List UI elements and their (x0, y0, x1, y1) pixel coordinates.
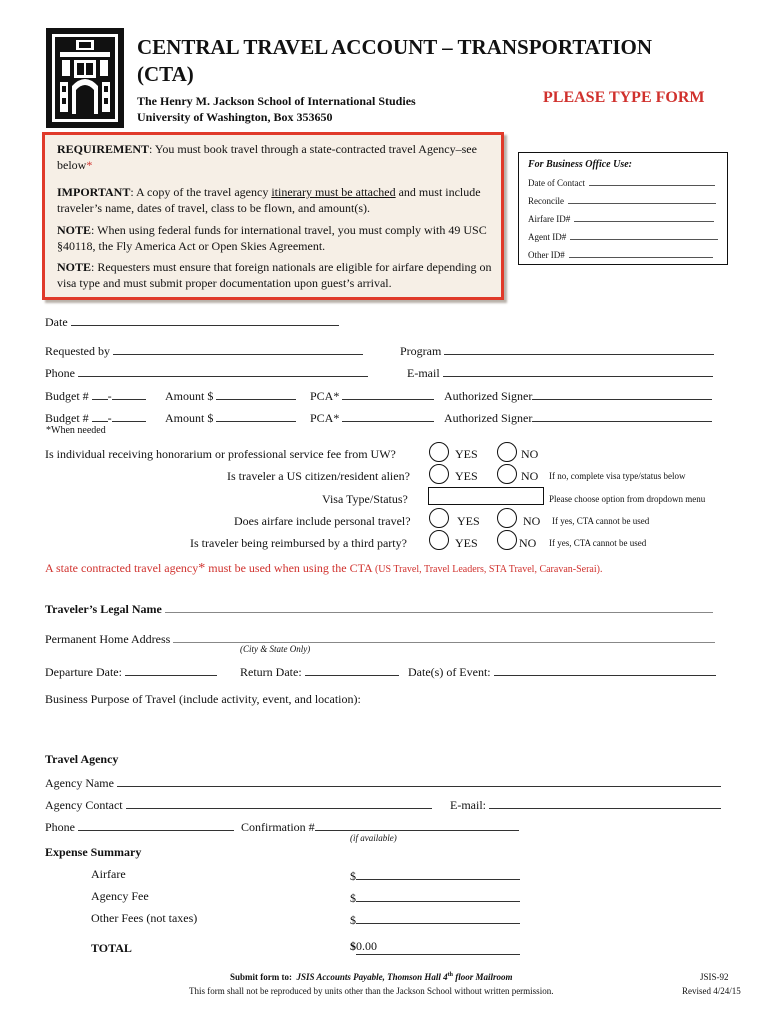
requested-by-field[interactable]: Requested by (45, 342, 363, 359)
question-visa: Visa Type/Status? (322, 492, 408, 506)
label-no: NO (523, 514, 541, 528)
budget-number-2[interactable]: Budget # - (45, 411, 146, 425)
submit-instructions: Submit form to: JSIS Accounts Payable, Thomson Hall 4th floor Mailroom (230, 972, 513, 982)
airfare-amount-field[interactable]: $ (350, 867, 520, 884)
label-yes: YES (457, 514, 480, 528)
business-office-title: For Business Office Use: (528, 159, 632, 170)
radio-honorarium-yes[interactable] (429, 442, 449, 462)
program-field[interactable]: Program (400, 342, 714, 359)
label-no: NO (521, 447, 539, 461)
jackson-school-logo (46, 28, 124, 128)
bo-other-id[interactable]: Other ID# (528, 249, 713, 260)
bo-airfare-id[interactable]: Airfare ID# (528, 213, 714, 224)
airfare-label: Airfare (91, 867, 126, 881)
city-state-hint: (City & State Only) (240, 644, 311, 654)
total-label: TOTAL (91, 941, 132, 955)
question-citizen: Is traveler a US citizen/resident alien? (227, 469, 410, 483)
travel-agency-heading: Travel Agency (45, 752, 119, 766)
agency-contact-field[interactable]: Agency Contact (45, 796, 432, 813)
departure-date-field[interactable]: Departure Date: (45, 663, 217, 680)
label-yes: YES (455, 536, 478, 550)
note-personal: If yes, CTA cannot be used (552, 516, 650, 526)
radio-citizen-yes[interactable] (429, 464, 449, 484)
amount-2[interactable]: Amount $ (165, 409, 296, 426)
budget-row-2 (45, 409, 146, 426)
radio-reimbursed-yes[interactable] (429, 530, 449, 550)
label-no: NO (519, 536, 537, 550)
return-date-field[interactable]: Return Date: (240, 663, 399, 680)
pca-2[interactable]: PCA* (310, 409, 434, 426)
budget-row-1 (45, 387, 146, 404)
if-available-hint: (if available) (350, 833, 397, 843)
label-no: NO (521, 469, 539, 483)
permanent-home-address-field[interactable]: Permanent Home Address (45, 630, 715, 647)
form-id: JSIS-92 (700, 972, 729, 982)
when-needed-note: *When needed (46, 425, 106, 436)
note-citizen: If no, complete visa type/status below (549, 471, 686, 481)
note-reimbursed: If yes, CTA cannot be used (549, 538, 647, 548)
radio-personal-yes[interactable] (429, 508, 449, 528)
agency-fee-label: Agency Fee (91, 889, 149, 903)
agency-phone-field[interactable]: Phone (45, 818, 234, 835)
label-yes: YES (455, 447, 478, 461)
agency-email-field[interactable]: E-mail: (450, 796, 721, 813)
expense-summary-heading: Expense Summary (45, 845, 142, 859)
form-title-line2: (CTA) (137, 62, 194, 86)
traveler-legal-name-field[interactable]: Traveler’s Legal Name (45, 600, 713, 617)
authorized-signer-2[interactable]: Authorized Signer (444, 409, 712, 426)
radio-personal-no[interactable] (497, 508, 517, 528)
radio-citizen-no[interactable] (497, 464, 517, 484)
label-yes: YES (455, 469, 478, 483)
business-purpose-input[interactable] (45, 708, 725, 748)
agency-fee-amount-field[interactable]: $ (350, 889, 520, 906)
note-visa: Please choose option from dropdown menu (549, 494, 706, 504)
budget-number-1[interactable]: Budget # - (45, 389, 146, 403)
total-amount-field[interactable]: $0.00 (350, 939, 520, 955)
other-fees-amount-field[interactable]: $ (350, 911, 520, 928)
revised-date: Revised 4/24/15 (682, 986, 741, 996)
school-name: The Henry M. Jackson School of International Studies (137, 94, 416, 108)
authorized-signer-1[interactable]: Authorized Signer (444, 387, 712, 404)
federal-funds-note: NOTE: When using federal funds for international travel, you must comply with 49 USC §40118, the Fly America Act or Open Skies Agreement. (57, 223, 487, 253)
email-field[interactable]: E-mail (407, 364, 713, 381)
business-office-box (518, 152, 728, 265)
important-text: IMPORTANT: A copy of the travel agency itinerary must be attached and must include traveler’s name, dates of travel, class to be flown, and amount(s). (57, 185, 481, 215)
business-purpose-label: Business Purpose of Travel (include activity, event, and location): (45, 692, 361, 706)
requirement-text: REQUIREMENT: You must book travel through a state-contracted travel Agency–see below* (57, 142, 477, 172)
date-field[interactable]: Date (45, 313, 339, 330)
other-fees-label: Other Fees (not taxes) (91, 911, 198, 925)
agency-name-field[interactable]: Agency Name (45, 774, 721, 791)
event-dates-field[interactable]: Date(s) of Event: (408, 663, 716, 680)
reproduction-notice: This form shall not be reproduced by units other than the Jackson School without written permission. (189, 986, 554, 996)
foreign-nationals-note: NOTE: Requesters must ensure that foreign nationals are eligible for airfare depending on visa type and must submit proper documentation upon guest’s arrival. (57, 260, 492, 290)
question-reimbursed: Is traveler being reimbursed by a third party? (190, 536, 407, 550)
state-contracted-notice: A state contracted travel agency* must be used when using the CTA (US Travel, Travel Leaders, STA Travel, Caravan-Serai). (45, 561, 603, 576)
requirements-box (42, 132, 504, 300)
radio-reimbursed-no[interactable] (497, 530, 517, 550)
question-honorarium: Is individual receiving honorarium or professional service fee from UW? (45, 447, 396, 461)
total-value: 0.00 (356, 939, 520, 955)
bo-agent-id[interactable]: Agent ID# (528, 231, 718, 242)
radio-honorarium-no[interactable] (497, 442, 517, 462)
university-address: University of Washington, Box 353650 (137, 110, 333, 124)
amount-1[interactable]: Amount $ (165, 387, 296, 404)
confirmation-number-field[interactable]: Confirmation # (241, 818, 519, 835)
bo-date-of-contact[interactable]: Date of Contact (528, 177, 715, 188)
please-type-notice: PLEASE TYPE FORM (543, 89, 705, 106)
phone-field[interactable]: Phone (45, 364, 368, 381)
pca-1[interactable]: PCA* (310, 387, 434, 404)
bo-reconcile[interactable]: Reconcile (528, 195, 716, 206)
form-title-line1: CENTRAL TRAVEL ACCOUNT – TRANSPORTATION (137, 35, 653, 59)
question-personal-travel: Does airfare include personal travel? (234, 514, 411, 528)
visa-type-dropdown[interactable] (428, 487, 544, 505)
